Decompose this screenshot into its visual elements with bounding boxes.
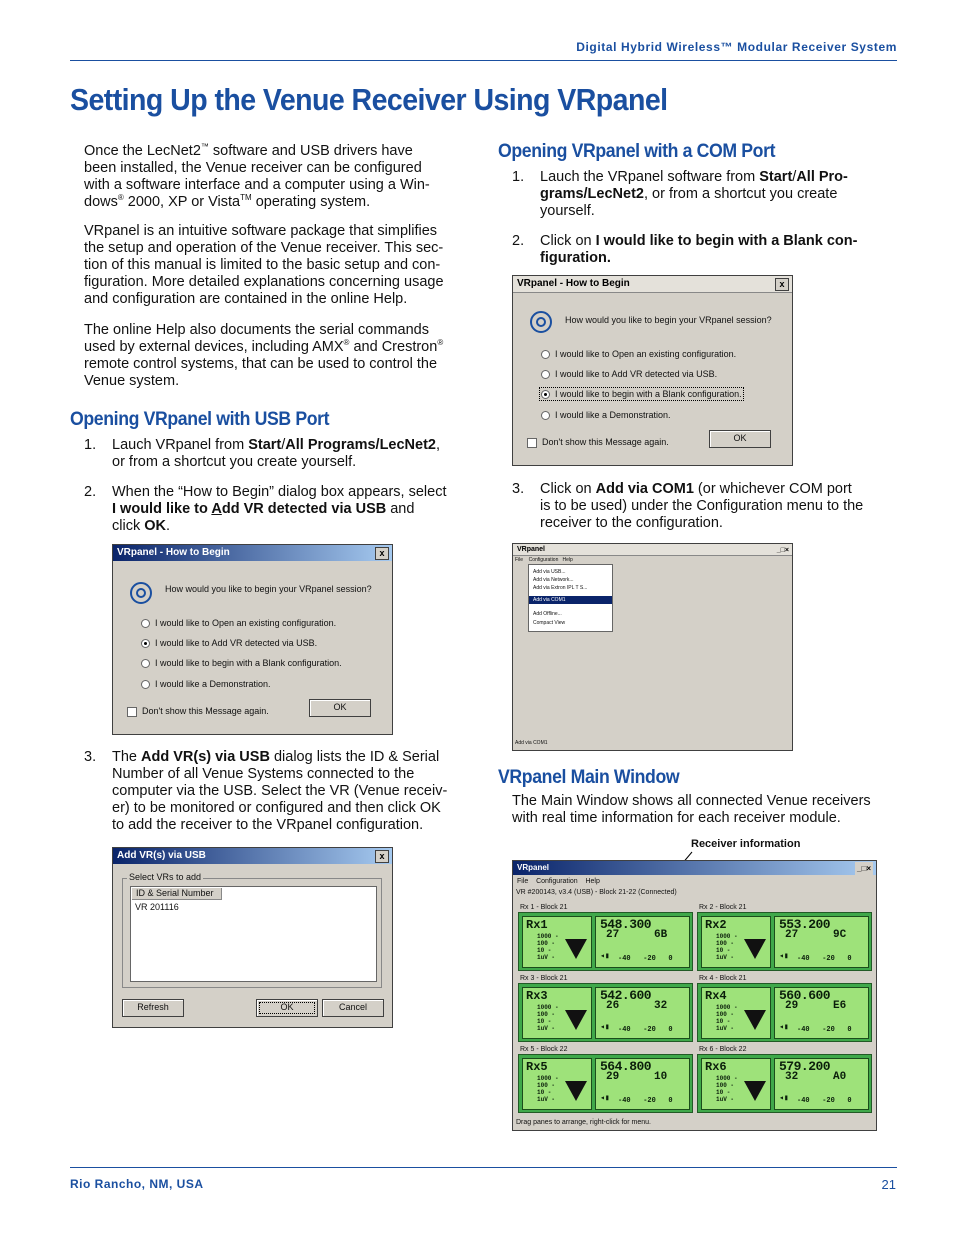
configuration-dropdown — [528, 564, 613, 632]
connection-info: VR #200143, v3.4 (USB) - Block 21-22 (Connected) — [516, 889, 677, 896]
page-number: 21 — [881, 1177, 896, 1192]
window-title-bar: VRpanel _□× — [513, 861, 876, 875]
frequency-readout: 579.200 — [779, 1059, 831, 1074]
window-controls-icon[interactable]: _□× — [776, 547, 789, 554]
receiver-module — [697, 1054, 872, 1113]
com-step-2: 2. Click on I would like to begin with a Blank con- figuration. — [512, 233, 858, 266]
receiver-name: Rx4 — [705, 989, 727, 1003]
receiver-panel[interactable] — [518, 903, 693, 971]
receiver-panel[interactable] — [697, 903, 872, 971]
meter-scale-icon: 1000 - 100 - 10 - 1uV - — [537, 1075, 559, 1103]
header-rule — [70, 60, 897, 61]
main-window-heading: VRpanel Main Window — [498, 767, 680, 788]
vrpanel-logo-icon — [530, 311, 552, 333]
channel-readout: 27 — [785, 929, 799, 941]
audio-meter-icon: ◂▮ — [779, 1023, 789, 1032]
menu-item-add-usb[interactable]: Add via USB... — [533, 569, 566, 575]
receiver-module — [697, 912, 872, 971]
receiver-name: Rx5 — [526, 1060, 548, 1074]
radio-selected-icon — [541, 390, 550, 399]
channel-readout: 27 — [606, 929, 620, 941]
list-item[interactable]: VR 201116 — [135, 902, 179, 912]
receiver-label: Rx 4 - Block 21 — [699, 975, 747, 982]
audio-level-scale-icon: -40 -20 0 — [797, 955, 852, 963]
frequency-readout: 553.200 — [779, 917, 831, 932]
audio-meter-icon: ◂▮ — [779, 1094, 789, 1103]
pilot-code-readout: E6 — [833, 1000, 847, 1012]
radio-icon — [541, 350, 550, 359]
rf-level-arrow-icon — [565, 1081, 587, 1101]
audio-level-scale-icon: -40 -20 0 — [797, 1026, 852, 1034]
rf-level-arrow-icon — [744, 1010, 766, 1030]
audio-meter-icon: ◂▮ — [600, 1094, 610, 1103]
dialog-question: How would you like to begin your VRpanel session? — [165, 584, 372, 594]
audio-level-scale-icon: -40 -20 0 — [618, 1097, 673, 1105]
channel-readout: 32 — [785, 1071, 799, 1083]
receiver-module — [518, 983, 693, 1042]
option-demo[interactable]: I would like a Demonstration. — [141, 679, 271, 689]
frequency-readout: 564.800 — [600, 1059, 652, 1074]
audio-meter-icon: ◂▮ — [600, 1023, 610, 1032]
running-header: Digital Hybrid Wireless™ Modular Receiver System — [576, 40, 897, 54]
receiver-module — [518, 912, 693, 971]
pilot-code-readout: 6B — [654, 929, 668, 941]
audio-level-scale-icon: -40 -20 0 — [797, 1097, 852, 1105]
dont-show-checkbox[interactable]: Don't show this Message again. — [127, 706, 269, 717]
receiver-lcd-left — [522, 1058, 592, 1110]
menu-configuration[interactable]: Configuration — [536, 878, 578, 885]
receiver-lcd-right — [595, 1058, 690, 1110]
vr-list[interactable] — [130, 886, 377, 982]
option-demo[interactable]: I would like a Demonstration. — [541, 410, 671, 420]
meter-scale-icon: 1000 - 100 - 10 - 1uV - — [716, 933, 738, 961]
frequency-readout: 560.600 — [779, 988, 831, 1003]
frequency-readout: 548.300 — [600, 917, 652, 932]
menu-item-add-com1[interactable]: Add via COM1 — [529, 596, 612, 604]
dialog-question: How would you like to begin your VRpanel session? — [565, 315, 772, 325]
intro-paragraph-1: Once the LecNet2™ software and USB drivers have been installed, the Venue receiver can be configured with a software interface and a computer using a Win- dows® 2000, XP or Vista™ operating system. — [84, 142, 430, 210]
audio-level-scale-icon: -40 -20 0 — [618, 1026, 673, 1034]
receiver-lcd-right — [774, 1058, 869, 1110]
receiver-panel[interactable] — [518, 974, 693, 1042]
pilot-code-readout: 32 — [654, 1000, 668, 1012]
close-icon[interactable]: x — [375, 547, 389, 560]
option-add-usb[interactable]: I would like to Add VR detected via USB. — [141, 638, 317, 648]
rf-level-arrow-icon — [744, 1081, 766, 1101]
usb-step-1: 1. Lauch VRpanel from Start/All Programs/LecNet2, or from a shortcut you create yourself. — [84, 437, 441, 470]
vrpanel-main-window — [512, 860, 877, 1131]
menu-item-add-offline[interactable]: Add Offline... — [533, 611, 562, 617]
audio-meter-icon: ◂▮ — [779, 952, 789, 961]
menu-file[interactable]: File — [515, 557, 524, 563]
receiver-name: Rx3 — [526, 989, 548, 1003]
usb-section-heading: Opening VRpanel with USB Port — [70, 409, 330, 430]
receiver-label: Rx 3 - Block 21 — [520, 975, 568, 982]
frequency-readout: 542.600 — [600, 988, 652, 1003]
intro-paragraph-2: VRpanel is an intuitive software package that simplifies the setup and operation of the Venue receiver. This sec- tion of this manual is limited to the basic setup and con- figuration. More detailed explanations concerning usage and configuration are contained in the online Help. — [84, 223, 444, 307]
channel-readout: 26 — [606, 1000, 620, 1012]
menu-configuration[interactable]: Configuration — [528, 557, 559, 563]
receiver-lcd-left — [522, 987, 592, 1039]
receiver-module — [697, 983, 872, 1042]
rf-level-arrow-icon — [565, 939, 587, 959]
channel-readout: 29 — [785, 1000, 799, 1012]
receiver-lcd-right — [774, 987, 869, 1039]
receiver-panel[interactable] — [697, 974, 872, 1042]
receiver-module — [518, 1054, 693, 1113]
vrpanel-logo-icon — [130, 582, 152, 604]
status-bar: Add via COM1 — [515, 740, 548, 746]
radio-icon — [141, 659, 150, 668]
option-open-existing[interactable]: I would like to Open an existing configuration. — [541, 349, 736, 359]
menubar — [515, 557, 573, 563]
receiver-label: Rx 6 - Block 22 — [699, 1046, 747, 1053]
receiver-lcd-right — [774, 916, 869, 968]
menu-item-add-extron[interactable]: Add via Extron IPL T S... — [533, 585, 588, 591]
window-controls-icon[interactable]: _□× — [855, 862, 873, 876]
receiver-panel[interactable] — [697, 1045, 872, 1113]
cancel-button[interactable]: Cancel — [322, 999, 384, 1017]
pilot-code-readout: 10 — [654, 1071, 668, 1083]
receiver-information-callout: Receiver information — [691, 838, 801, 850]
option-open-existing[interactable]: I would like to Open an existing configuration. — [141, 618, 336, 628]
meter-scale-icon: 1000 - 100 - 10 - 1uV - — [537, 933, 559, 961]
status-bar: Drag panes to arrange, right-click for menu. — [516, 1119, 652, 1126]
menu-help[interactable]: Help — [562, 557, 573, 563]
receiver-name: Rx1 — [526, 918, 548, 932]
com-step-1: 1. Lauch the VRpanel software from Start/All Pro- grams/LecNet2, or from a shortcut you create yourself. — [512, 169, 848, 219]
option-add-usb[interactable]: I would like to Add VR detected via USB. — [541, 369, 717, 379]
radio-icon — [141, 619, 150, 628]
receiver-name: Rx6 — [705, 1060, 727, 1074]
usb-step-2: 2. When the “How to Begin” dialog box appears, select I would like to Add VR detected via USB and click OK. — [84, 484, 447, 534]
refresh-button[interactable]: Refresh — [122, 999, 184, 1017]
pilot-code-readout: 9C — [833, 929, 847, 941]
close-icon[interactable]: x — [775, 278, 789, 291]
option-blank[interactable]: I would like to begin with a Blank configuration. — [541, 389, 742, 399]
menu-item-compact-view[interactable]: Compact View — [533, 620, 566, 626]
receiver-lcd-left — [701, 916, 771, 968]
audio-meter-icon: ◂▮ — [600, 952, 610, 961]
ok-button[interactable]: OK — [709, 430, 771, 448]
meter-scale-icon: 1000 - 100 - 10 - 1uV - — [716, 1004, 738, 1032]
dialog-title-bar: Add VR(s) via USB x — [113, 848, 392, 864]
dont-show-checkbox[interactable]: Don't show this Message again. — [527, 437, 669, 448]
how-to-begin-dialog-com — [512, 275, 793, 466]
receiver-label: Rx 5 - Block 22 — [520, 1046, 568, 1053]
receiver-lcd-left — [701, 987, 771, 1039]
menu-file[interactable]: File — [517, 878, 529, 885]
receiver-name: Rx2 — [705, 918, 727, 932]
checkbox-icon — [127, 707, 137, 717]
receiver-lcd-right — [595, 987, 690, 1039]
receiver-lcd-left — [701, 1058, 771, 1110]
how-to-begin-dialog-usb — [112, 544, 393, 735]
pilot-code-readout: A0 — [833, 1071, 847, 1083]
group-label: Select VRs to add — [129, 872, 202, 882]
vrpanel-config-menu-window — [512, 543, 793, 751]
column-header-id[interactable]: ID & Serial Number — [132, 888, 222, 900]
meter-scale-icon: 1000 - 100 - 10 - 1uV - — [716, 1075, 738, 1103]
radio-icon — [541, 411, 550, 420]
footer-location: Rio Rancho, NM, USA — [70, 1177, 204, 1191]
window-title-bar: VRpanel _□× — [513, 544, 792, 556]
menu-item-add-network[interactable]: Add via Network... — [533, 577, 574, 583]
dialog-title-bar: VRpanel - How to Begin x — [513, 276, 792, 293]
receiver-panel[interactable] — [518, 1045, 693, 1113]
dialog-title-bar: VRpanel - How to Begin x — [113, 545, 392, 561]
menu-help[interactable]: Help — [585, 878, 600, 885]
add-vr-usb-dialog — [112, 847, 393, 1028]
main-window-description: The Main Window shows all connected Venue receivers with real time information for each receiver module. — [512, 793, 871, 826]
rf-level-arrow-icon — [565, 1010, 587, 1030]
com-step-3: 3. Click on Add via COM1 (or whichever COM port is to be used) under the Configuration menu to the receiver to the configuration. — [512, 481, 864, 531]
radio-icon — [141, 680, 150, 689]
checkbox-icon — [527, 438, 537, 448]
meter-scale-icon: 1000 - 100 - 10 - 1uV - — [537, 1004, 559, 1032]
receiver-lcd-left — [522, 916, 592, 968]
rf-level-arrow-icon — [744, 939, 766, 959]
close-icon[interactable]: x — [375, 850, 389, 863]
usb-step-3: 3. The Add VR(s) via USB dialog lists the ID & Serial Number of all Venue Systems connected to the computer via the USB. Select the VR (Venue receiv- er) to be monitored or configured and then click OK to add the receiver to the VRpanel configuration. — [84, 749, 448, 833]
com-section-heading: Opening VRpanel with a COM Port — [498, 141, 776, 162]
intro-paragraph-3: The online Help also documents the serial commands used by external devices, including AMX® and Crestron® remote control systems, that can be used to control the Venue system. — [84, 322, 444, 389]
receiver-label: Rx 1 - Block 21 — [520, 904, 568, 911]
radio-selected-icon — [141, 639, 150, 648]
footer-rule — [70, 1167, 897, 1168]
page-title: Setting Up the Venue Receiver Using VRpanel — [70, 82, 668, 117]
menubar — [517, 878, 600, 885]
option-blank[interactable]: I would like to begin with a Blank configuration. — [141, 658, 342, 668]
receiver-label: Rx 2 - Block 21 — [699, 904, 747, 911]
radio-icon — [541, 370, 550, 379]
audio-level-scale-icon: -40 -20 0 — [618, 955, 673, 963]
channel-readout: 29 — [606, 1071, 620, 1083]
ok-button[interactable]: OK — [256, 999, 318, 1017]
ok-button[interactable]: OK — [309, 699, 371, 717]
receiver-lcd-right — [595, 916, 690, 968]
